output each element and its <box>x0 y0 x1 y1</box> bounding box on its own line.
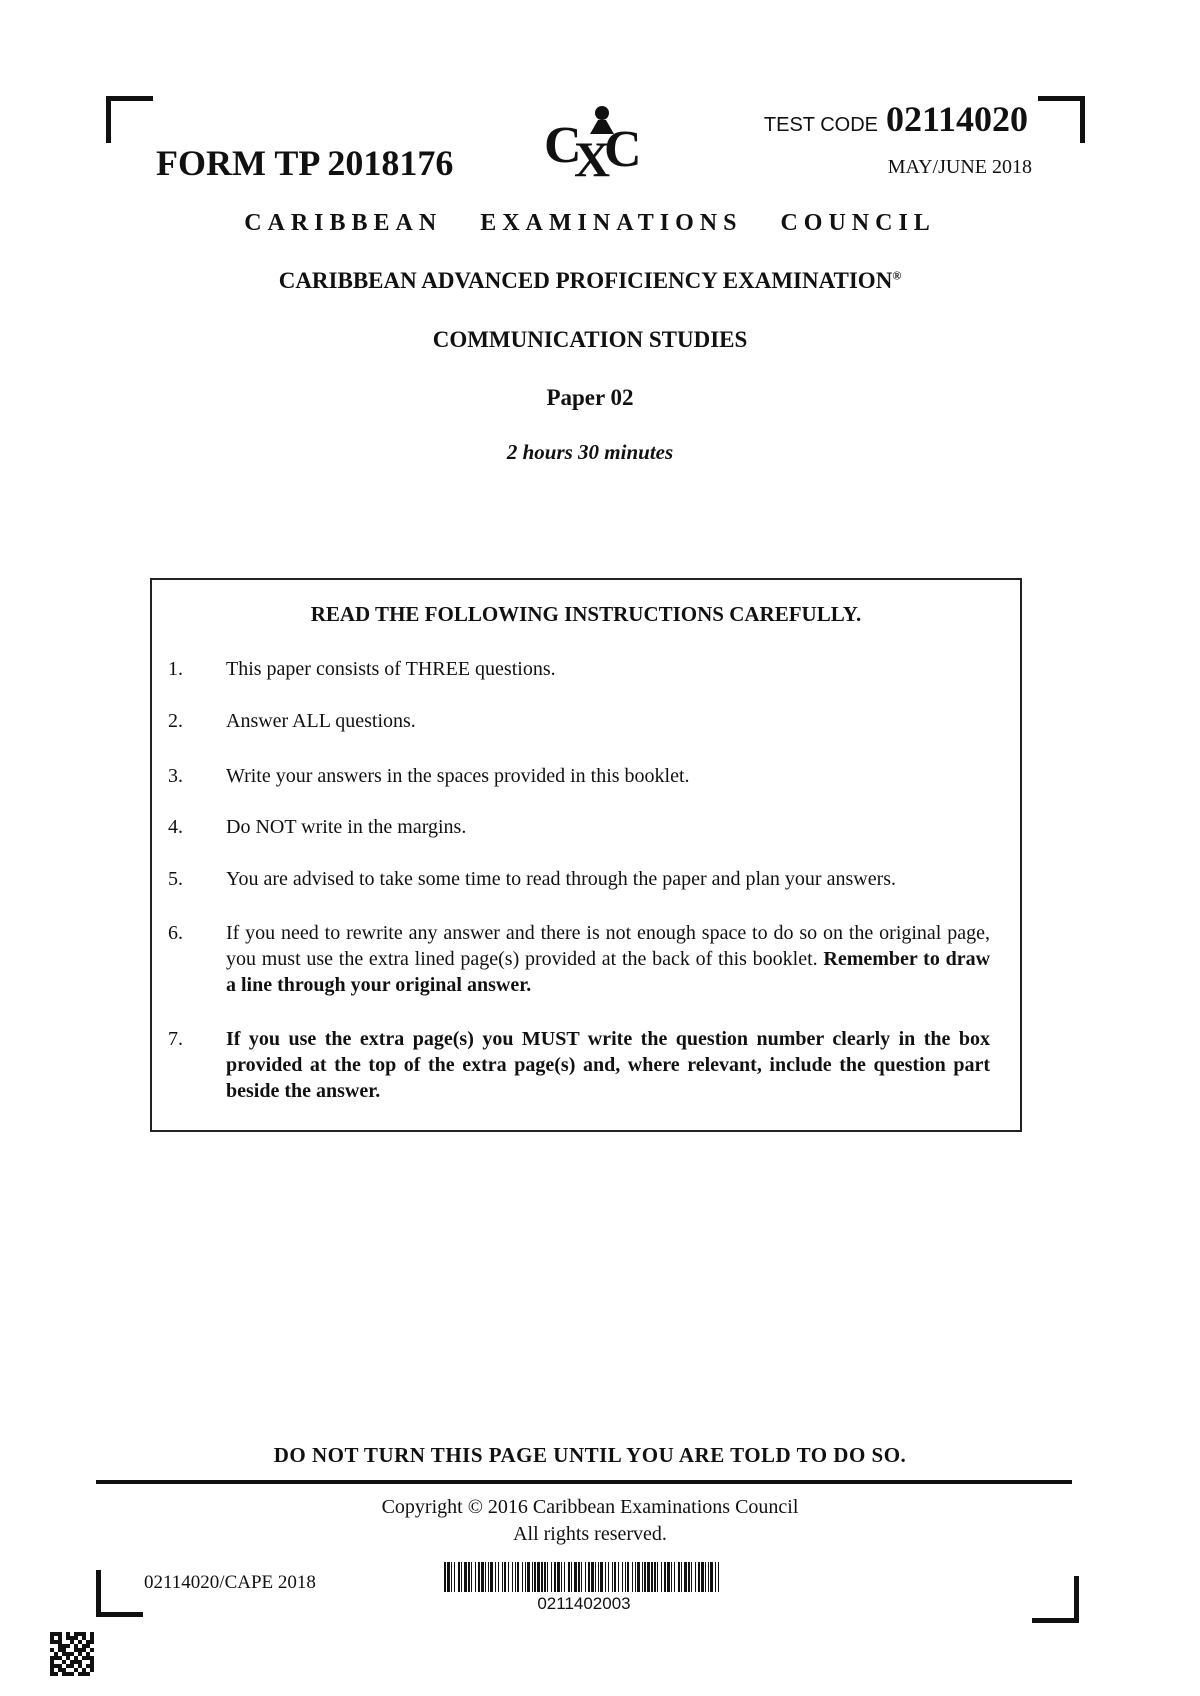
barcode-bar <box>595 1562 596 1592</box>
exam-title <box>0 268 1180 294</box>
barcode-bar <box>547 1562 548 1592</box>
qr-module <box>82 1632 86 1636</box>
svg-text:C: C <box>544 117 582 174</box>
qr-module <box>50 1648 54 1652</box>
barcode-bar <box>605 1562 606 1592</box>
barcode-bar <box>718 1562 719 1592</box>
qr-module <box>90 1664 94 1668</box>
barcode-bar <box>585 1562 586 1592</box>
qr-module <box>74 1632 78 1636</box>
instruction-text: This paper consists of THREE questions. <box>226 658 556 680</box>
qr-module <box>58 1644 62 1648</box>
qr-module <box>54 1672 58 1676</box>
barcode-bar <box>654 1562 656 1592</box>
barcode-bar <box>490 1562 493 1592</box>
barcode-bar <box>544 1562 546 1592</box>
qr-module <box>66 1644 70 1648</box>
qr-module <box>70 1652 74 1656</box>
qr-module <box>62 1668 66 1672</box>
qr-module <box>58 1632 62 1636</box>
barcode-bar <box>591 1562 594 1592</box>
barcode-bar <box>522 1562 523 1592</box>
instruction-text: If you use the extra page(s) you MUST write the question number clearly in the box provided at the top of the extra page(s) and, where relevant, include the question part beside the answer. <box>226 1028 990 1102</box>
barcode-bar <box>475 1562 476 1592</box>
barcode-bar <box>458 1562 460 1592</box>
crop-mark-bottom-left <box>96 1570 143 1617</box>
qr-module <box>50 1660 54 1664</box>
barcode-bar <box>612 1562 613 1592</box>
barcode-bar <box>614 1562 616 1592</box>
barcode-bar <box>710 1562 713 1592</box>
svg-text:C: C <box>604 121 642 178</box>
qr-module <box>50 1640 54 1644</box>
barcode-bar <box>664 1562 666 1592</box>
qr-module <box>82 1668 86 1672</box>
barcode-bar <box>644 1562 646 1592</box>
exam-duration: 2 hours 30 minutes <box>506 440 674 464</box>
qr-module <box>78 1632 82 1636</box>
qr-module <box>74 1648 78 1652</box>
barcode-bar <box>705 1562 706 1592</box>
barcode-bar <box>525 1562 526 1592</box>
barcode-bar <box>715 1562 716 1592</box>
qr-module <box>58 1648 62 1652</box>
qr-module <box>86 1664 90 1668</box>
council-name: CARIBBEAN EXAMINATIONS COUNCIL <box>244 210 936 236</box>
barcode-bar <box>444 1562 446 1592</box>
qr-module <box>50 1656 54 1660</box>
instruction-item <box>168 763 990 789</box>
qr-module <box>78 1640 82 1644</box>
barcode-bar <box>464 1562 467 1592</box>
qr-module <box>82 1636 86 1640</box>
barcode-bar <box>622 1562 623 1592</box>
qr-module <box>54 1656 58 1660</box>
barcode-bar <box>571 1562 572 1592</box>
barcode-bar <box>632 1562 633 1592</box>
qr-module <box>62 1648 66 1652</box>
qr-module <box>54 1640 58 1644</box>
do-not-turn-warning: DO NOT TURN THIS PAGE UNTIL YOU ARE TOLD TO DO SO. <box>273 1443 907 1467</box>
qr-module <box>66 1652 70 1656</box>
barcode-bar <box>708 1562 709 1592</box>
exam-session: MAY/JUNE 2018 <box>887 156 1032 178</box>
barcode-bar <box>504 1562 506 1592</box>
barcode-number: 0211402003 <box>537 1594 631 1613</box>
qr-module <box>62 1672 66 1676</box>
instructions-heading: READ THE FOLLOWING INSTRUCTIONS CAREFULLY. <box>310 602 862 626</box>
qr-module <box>86 1656 90 1660</box>
registered-mark: ® <box>892 268 902 283</box>
footer-rule <box>96 1480 1072 1484</box>
qr-module <box>90 1668 94 1672</box>
barcode-bar <box>551 1562 552 1592</box>
barcode-bar <box>451 1562 452 1592</box>
barcode-bar <box>618 1562 619 1592</box>
instruction-number: 3. <box>168 765 183 787</box>
qr-module <box>62 1660 66 1664</box>
instruction-item <box>168 708 990 734</box>
instruction-item <box>168 1026 990 1104</box>
crop-mark-top-left <box>106 96 153 143</box>
qr-module <box>70 1660 74 1664</box>
barcode-bar <box>581 1562 582 1592</box>
qr-code <box>50 1632 94 1676</box>
qr-module <box>50 1664 54 1668</box>
qr-module <box>74 1660 78 1664</box>
instruction-item <box>168 814 990 840</box>
instruction-text: Do NOT write in the margins. <box>226 816 467 838</box>
qr-module <box>78 1660 82 1664</box>
qr-module <box>70 1636 74 1640</box>
instruction-item <box>168 656 990 682</box>
qr-module <box>78 1652 82 1656</box>
barcode-bar <box>447 1562 450 1592</box>
qr-module <box>86 1640 90 1644</box>
barcode-bar <box>502 1562 503 1592</box>
barcode-bar <box>478 1562 480 1592</box>
barcode-bar <box>598 1562 599 1592</box>
barcode-bar <box>574 1562 577 1592</box>
barcode-bar <box>527 1562 530 1592</box>
rights-line: All rights reserved. <box>513 1523 667 1545</box>
barcode-bar <box>637 1562 640 1592</box>
qr-module <box>82 1648 86 1652</box>
instruction-number: 6. <box>168 922 183 944</box>
qr-module <box>54 1664 58 1668</box>
barcode-bar <box>701 1562 704 1592</box>
barcode-bar <box>532 1562 533 1592</box>
copyright <box>0 1494 1180 1548</box>
barcode-bar <box>661 1562 662 1592</box>
barcode-bar <box>671 1562 672 1592</box>
instruction-number: 2. <box>168 710 183 732</box>
barcode-bar <box>561 1562 562 1592</box>
barcode-bar <box>627 1562 629 1592</box>
subject-title: COMMUNICATION STUDIES <box>432 327 748 352</box>
test-code-label: TEST CODE <box>763 114 878 136</box>
qr-module <box>66 1664 70 1668</box>
barcode-bar <box>554 1562 556 1592</box>
instruction-text: Write your answers in the spaces provided in this booklet. <box>226 765 690 787</box>
qr-module <box>62 1644 66 1648</box>
barcode-bar <box>678 1562 680 1592</box>
instructions-box <box>150 578 1022 1132</box>
copyright-line: Copyright © 2016 Caribbean Examinations Council <box>381 1496 799 1518</box>
qr-module <box>86 1644 90 1648</box>
qr-module <box>58 1640 62 1644</box>
crop-mark-top-right <box>1038 96 1085 143</box>
barcode-bar <box>485 1562 486 1592</box>
barcode-bar <box>578 1562 580 1592</box>
barcode-bar <box>674 1562 675 1592</box>
qr-module <box>70 1672 74 1676</box>
barcode-bar <box>537 1562 540 1592</box>
qr-module <box>86 1652 90 1656</box>
barcode-bar <box>667 1562 670 1592</box>
barcode-bar <box>642 1562 643 1592</box>
barcode-bar <box>517 1562 519 1592</box>
instruction-number: 7. <box>168 1028 183 1050</box>
barcode-bar <box>681 1562 682 1592</box>
qr-module <box>90 1640 94 1644</box>
qr-module <box>74 1636 78 1640</box>
barcode-bar <box>657 1562 658 1592</box>
barcode-bar <box>468 1562 470 1592</box>
qr-module <box>70 1640 74 1644</box>
barcode-bar <box>588 1562 590 1592</box>
instruction-text: Answer ALL questions. <box>226 710 416 732</box>
qr-module <box>66 1632 70 1636</box>
barcode-bar <box>495 1562 496 1592</box>
instruction-number: 5. <box>168 868 183 890</box>
barcode-bar <box>684 1562 687 1592</box>
barcode-bar <box>488 1562 489 1592</box>
instruction-number: 1. <box>168 658 183 680</box>
barcode-bar <box>625 1562 626 1592</box>
barcode-bar <box>481 1562 484 1592</box>
test-code-number: 02114020 <box>885 99 1028 139</box>
qr-module <box>78 1664 82 1668</box>
barcode-bar <box>691 1562 692 1592</box>
barcode-bar <box>688 1562 690 1592</box>
instruction-text: You are advised to take some time to read through the paper and plan your answers. <box>226 868 897 890</box>
instruction-number: 4. <box>168 816 183 838</box>
paper-number: Paper 02 <box>546 385 634 410</box>
qr-module <box>86 1672 90 1676</box>
qr-module <box>90 1656 94 1660</box>
qr-module <box>90 1660 94 1664</box>
barcode-bar <box>534 1562 536 1592</box>
barcode-bar <box>698 1562 700 1592</box>
instruction-text <box>226 920 990 998</box>
qr-module <box>62 1652 66 1656</box>
barcode-bar <box>498 1562 499 1592</box>
qr-module <box>90 1632 94 1636</box>
paper-reference: 02114020/CAPE 2018 <box>144 1572 316 1593</box>
test-code <box>764 98 1028 140</box>
crop-mark-bottom-right <box>1032 1576 1079 1623</box>
barcode-bar <box>541 1562 543 1592</box>
qr-module <box>90 1648 94 1652</box>
qr-module <box>82 1656 86 1660</box>
barcode-bar <box>471 1562 472 1592</box>
qr-module <box>70 1664 74 1668</box>
qr-module <box>66 1656 70 1660</box>
qr-module <box>66 1636 70 1640</box>
qr-module <box>74 1644 78 1648</box>
qr-module <box>50 1672 54 1676</box>
qr-module <box>50 1632 54 1636</box>
barcode-bar <box>508 1562 509 1592</box>
cxc-logo <box>540 104 650 184</box>
qr-module <box>54 1632 58 1636</box>
barcode-bar <box>568 1562 570 1592</box>
qr-module <box>50 1668 54 1672</box>
barcode-bar <box>512 1562 513 1592</box>
qr-module <box>58 1668 62 1672</box>
barcode-bar <box>695 1562 696 1592</box>
qr-module <box>74 1656 78 1660</box>
qr-module <box>66 1672 70 1676</box>
svg-text:X: X <box>574 131 611 184</box>
barcode-bar <box>454 1562 455 1592</box>
qr-module <box>90 1636 94 1640</box>
qr-module <box>82 1644 86 1648</box>
barcode-bar <box>651 1562 653 1592</box>
qr-module <box>82 1672 86 1676</box>
instruction-item <box>168 920 990 998</box>
qr-module <box>50 1636 54 1640</box>
exam-title-text: CARIBBEAN ADVANCED PROFICIENCY EXAMINATION <box>278 268 893 293</box>
instruction-text-bold: Remember to draw a line through your original answer. <box>226 948 991 996</box>
barcode-bar <box>461 1562 462 1592</box>
barcode-bar <box>515 1562 516 1592</box>
barcode-bar <box>608 1562 609 1592</box>
qr-module <box>58 1664 62 1668</box>
qr-module <box>58 1656 62 1660</box>
qr-module <box>54 1652 58 1656</box>
qr-module <box>58 1636 62 1640</box>
barcode-bar <box>557 1562 560 1592</box>
instruction-text-regular: If you need to rewrite any answer and there is not enough space to do so on the original page, you must use the extra lined page(s) provided at the back of this booklet. <box>226 922 990 970</box>
barcode-bar <box>647 1562 650 1592</box>
qr-module <box>78 1648 82 1652</box>
barcode <box>444 1562 724 1592</box>
instruction-item <box>168 866 990 892</box>
qr-module <box>78 1672 82 1676</box>
barcode-bar <box>635 1562 636 1592</box>
qr-module <box>74 1668 78 1672</box>
barcode-bar <box>564 1562 565 1592</box>
form-code: FORM TP 2018176 <box>156 143 454 183</box>
barcode-bar <box>600 1562 603 1592</box>
